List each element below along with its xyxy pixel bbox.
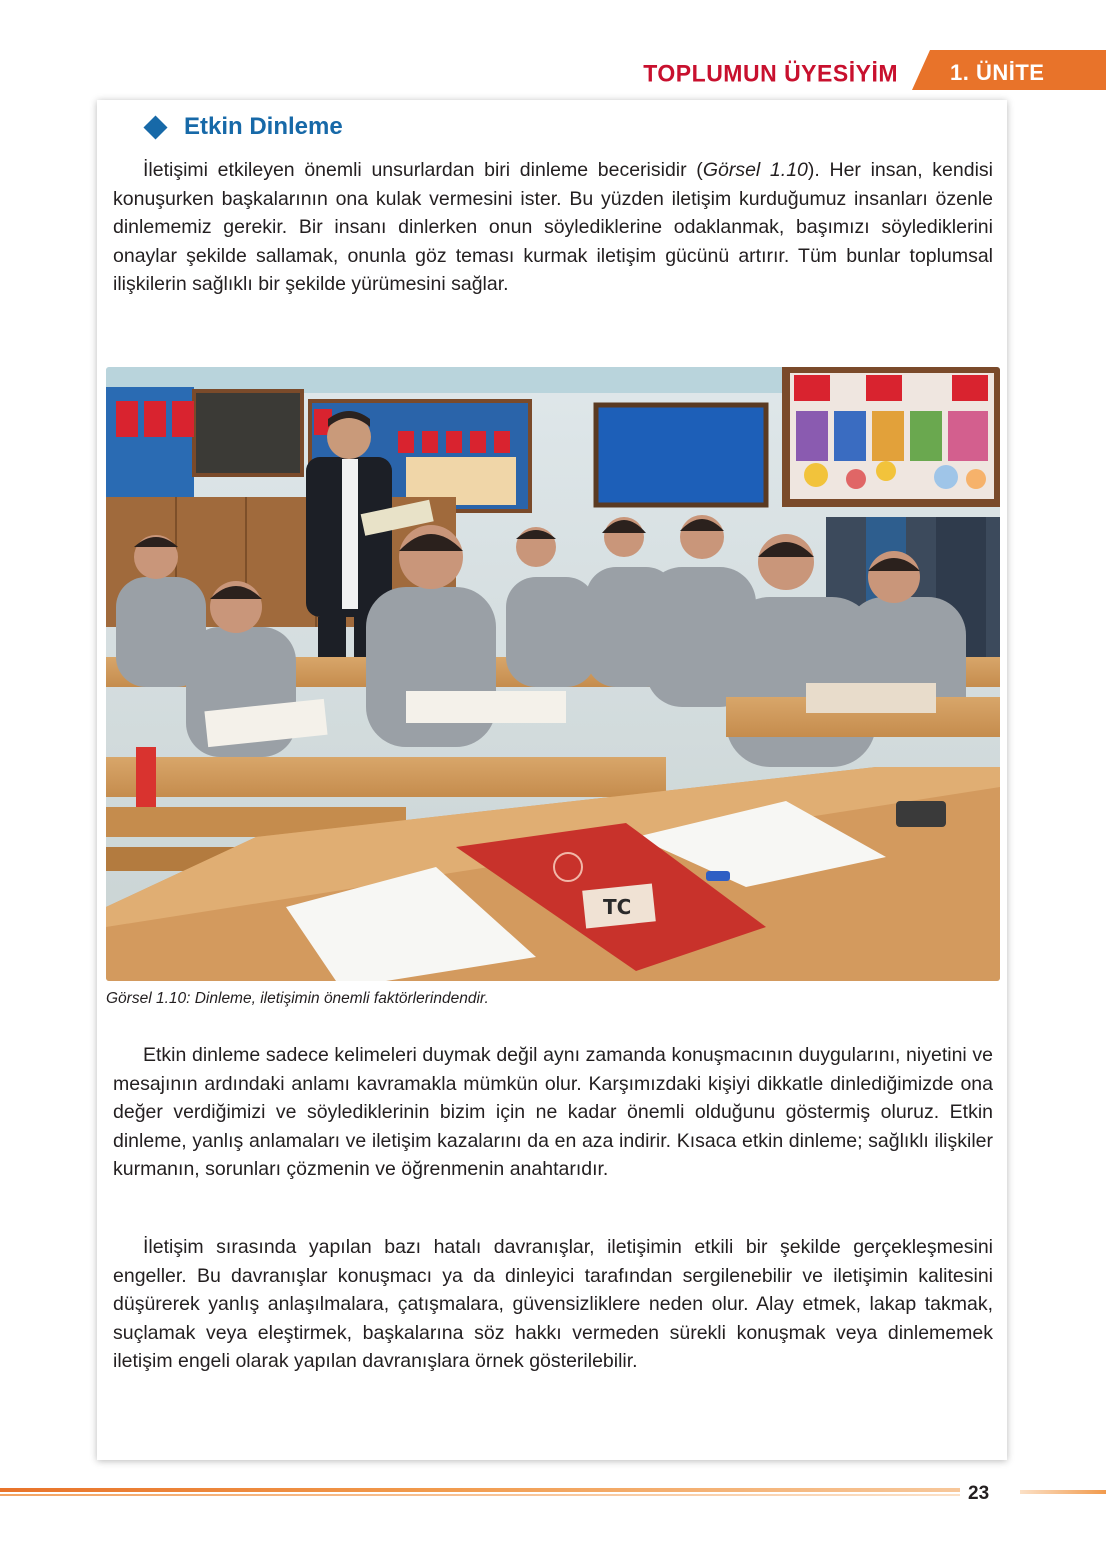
book-cover-text: TC	[603, 895, 632, 919]
diamond-bullet-icon	[143, 115, 167, 139]
paragraph-intro	[113, 156, 993, 299]
unit-label: 1. ÜNİTE	[950, 60, 1045, 85]
section-title: Etkin Dinleme	[184, 113, 343, 140]
paragraph-intro-text-2: ). Her insan, kendisi konuşurken başkalarının ona kulak vermesini ister. Bu yüzden iletişim kurduğumuz insanları özenle dinlememiz gerekir. Bir insanı dinlerken onun söylediklerine odaklanmak, başımızı söylediklerini onaylar şekilde sallamak, onunla göz teması kurmak iletişim gücünü artırır. Tüm bunlar toplumsal ilişkilerin sağlıklı bir şekilde yürümesini sağlar.	[113, 159, 993, 296]
classroom-photo	[106, 367, 1000, 981]
section-heading	[143, 110, 343, 144]
paragraph-active-listening: Etkin dinleme sadece kelimeleri duymak değil aynı zamanda konuşmacının duygularını, niyetini ve mesajının ardındaki anlamı kavramakla mümkün olur. Karşımızdaki kişiyi dikkatle dinlediğimizde ona değer verdiğimizi ve söylediklerinin bizim için ne kadar önemli olduğunu göstermiş oluruz. Etkin dinleme, yanlış anlamaları ve iletişim kazalarını da en aza indirir. Kısaca etkin dinleme; sağlıklı ilişkiler kurmanın, sorunları çözmenin ve öğrenmenin anahtarıdır.	[113, 1044, 993, 1181]
footer-rule-secondary	[0, 1494, 960, 1496]
unit-title: TOPLUMUN ÜYESİYİM	[643, 59, 898, 87]
figure-reference: Görsel 1.10	[702, 159, 808, 181]
figure-caption: Görsel 1.10: Dinleme, iletişimin önemli faktörlerindendir.	[106, 990, 489, 1007]
footer-rule-right	[1020, 1490, 1106, 1494]
classroom-illustration	[106, 367, 1000, 981]
paragraph-communication-barriers: İletişim sırasında yapılan bazı hatalı davranışlar, iletişimin etkili bir şekilde gerçekleşmesini engeller. Bu davranışlar konuşmacı ya da dinleyici tarafından sergilenebilir ve iletişimin kalitesini düşürerek yanlış anlaşılmalara, çatışmalara, güvensizliklere neden olur. Alay etmek, lakap takmak, suçlamak veya eleştirmek, başkalarına söz hakkı vermeden sürekli konuşmak veya dinlememek iletişim engeli olarak yapılan davranışlara örnek gösterilebilir.	[113, 1236, 993, 1373]
footer-rule	[0, 1488, 960, 1492]
paragraph-intro-text-1: İletişimi etkileyen önemli unsurlardan biri dinleme becerisidir (	[143, 159, 703, 181]
page-number: 23	[968, 1483, 990, 1504]
